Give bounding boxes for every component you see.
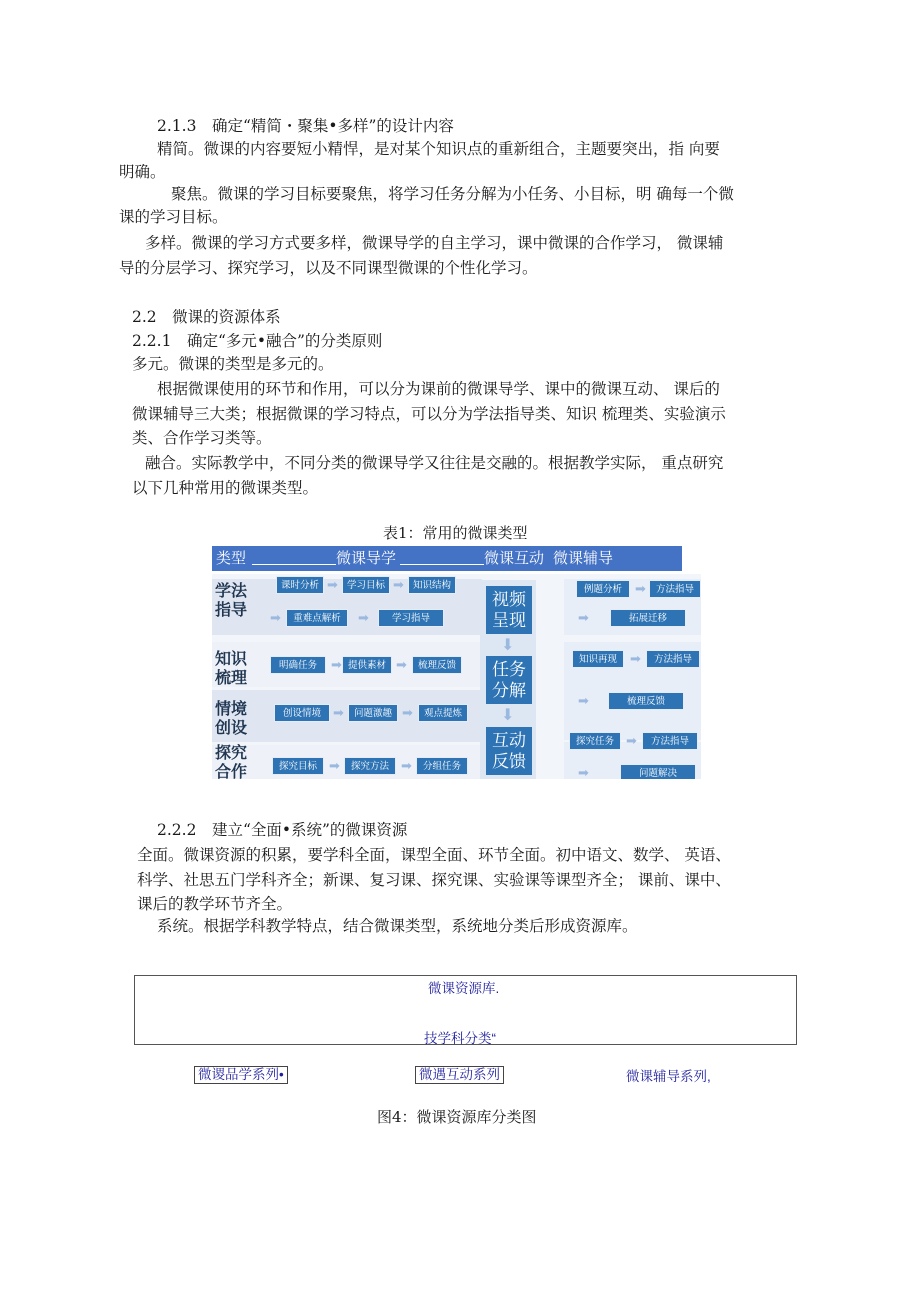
step-box: 创设情境	[274, 704, 330, 722]
by-subject-label: 技学科分类“	[424, 1031, 496, 1046]
arrow-right-icon: ➡	[270, 610, 281, 625]
arrow-down-icon: ⬇	[501, 707, 515, 724]
step-box: 例题分析	[576, 580, 630, 598]
paragraph-classify-line2: 微课辅导三大类；根据微课的学习特点，可以分为学法指导类、知识 梳理类、实验演示	[132, 405, 726, 423]
arrow-right-icon: ➡	[626, 733, 637, 748]
series-tutor-label: 微课辅导系列,	[626, 1069, 711, 1084]
header-interact: 微课互动	[484, 550, 545, 567]
step-box: 学习目标	[342, 576, 390, 594]
arrow-right-icon: ➡	[401, 758, 412, 773]
section-heading-2-2-1: 2.2.1 确定“多元•融合”的分类原则	[132, 332, 383, 350]
arrow-right-icon: ➡	[329, 758, 340, 773]
step-box: 拓展迁移	[610, 609, 686, 627]
paragraph-classify-line3: 类、合作学习类等。	[132, 429, 272, 447]
arrow-right-icon: ➡	[635, 581, 646, 596]
arrow-right-icon: ➡	[331, 657, 342, 672]
table-image	[212, 574, 701, 779]
arrow-right-icon: ➡	[358, 610, 369, 625]
paragraph-duoyang-line2: 导的分层学习、探究学习，以及不同课型微课的个性化学习。	[119, 259, 538, 277]
step-box: 探究目标	[272, 757, 324, 775]
row-category: 学法 指导	[215, 583, 248, 619]
section-heading-2-2-2: 2.2.2 建立“全面•系统”的微课资源	[157, 821, 408, 839]
step-box: 观点提炼	[418, 704, 468, 722]
paragraph-quanmian-line3: 课后的教学环节齐全。	[137, 895, 293, 913]
paragraph-quanmian-line2: 科学、社思五门学科齐全；新课、复习课、探究课、实验课等课型齐全； 课前、课中、	[137, 871, 731, 889]
arrow-right-icon: ➡	[396, 657, 407, 672]
arrow-right-icon: ➡	[327, 577, 338, 592]
header-tutor: 微课辅导	[553, 550, 614, 567]
step-box: 梳理反馈	[608, 692, 684, 710]
paragraph-ronghe-line1: 融合。实际教学中，不同分类的微课导学又往往是交融的。根据教学实际， 重点研究	[145, 454, 724, 472]
step-box: 学习指导	[378, 609, 444, 627]
row-category: 探究 合作	[215, 745, 248, 779]
section-heading-2-1-3: 2.1.3 确定“精简・聚集•多样”的设计内容	[157, 117, 454, 135]
arrow-right-icon: ➡	[578, 765, 589, 779]
paragraph-ronghe-line2: 以下几种常用的微课类型。	[132, 479, 319, 497]
step-box: 知识结构	[408, 576, 456, 594]
table-caption: 表1：常用的微课类型	[383, 524, 528, 542]
paragraph-classify-line1: 根据微课使用的环节和作用，可以分为课前的微课导学、课中的微课互动、 课后的	[157, 380, 720, 398]
arrow-right-icon: ➡	[578, 693, 589, 708]
row-category: 知识 梳理	[215, 651, 248, 687]
step-box: 探究任务	[569, 732, 621, 750]
paragraph-duoyuan: 多元。微课的类型是多元的。	[132, 355, 334, 373]
arrow-right-icon: ➡	[393, 577, 404, 592]
paragraph-jujiao-line2: 课的学习目标。	[119, 208, 228, 226]
step-box: 提供素材	[342, 656, 392, 674]
step-box: 问题激趣	[348, 704, 398, 722]
paragraph-xitong: 系统。根据学科教学特点，结合微课类型，系统地分类后形成资源库。	[157, 917, 638, 935]
step-box: 探究方法	[344, 757, 396, 775]
header-type: 类型	[216, 550, 247, 567]
paragraph-jujiao-line1: 聚焦。微课的学习目标要聚焦，将学习任务分解为小任务、小目标，明 确每一个微	[171, 185, 734, 203]
row-category: 情境 创设	[215, 701, 248, 737]
step-box: 课时分析	[276, 576, 324, 594]
arrow-right-icon: ➡	[402, 705, 413, 720]
stage-box: 视频 呈现	[486, 586, 532, 634]
series-guide-box: 微谡品学系列•	[194, 1066, 288, 1084]
step-box: 分组任务	[416, 757, 468, 775]
arrow-right-icon: ➡	[630, 651, 641, 666]
paragraph-quanmian-line1: 全面。微课资源的积累，要学科全面，课型全面、环节全面。初中语文、数学、 英语、	[137, 846, 731, 864]
header-underline	[400, 564, 484, 565]
series-interact-box: 微遇互动系列	[415, 1066, 504, 1084]
table-header-bar	[212, 546, 682, 571]
step-box: 明确任务	[270, 656, 326, 674]
stage-box: 任务 分解	[486, 656, 532, 704]
resource-library-box	[134, 975, 797, 1045]
header-guide: 微课导学	[336, 550, 397, 567]
section-heading-2-2: 2.2 微课的资源体系	[132, 308, 281, 326]
step-box: 知识再现	[572, 650, 624, 668]
arrow-right-icon: ➡	[578, 610, 589, 625]
step-box: 方法指导	[649, 580, 701, 598]
arrow-down-icon: ⬇	[501, 637, 515, 654]
step-box: 重难点解析	[286, 609, 348, 627]
paragraph-duoyang-line1: 多样。微课的学习方式要多样，微课导学的自主学习，课中微课的合作学习， 微课辅	[145, 234, 724, 252]
stage-box: 互动 反馈	[486, 727, 532, 775]
paragraph-jingjian-line2: 明确。	[119, 163, 166, 181]
header-underline	[252, 564, 336, 565]
library-root-label: 微课资源库.	[428, 981, 500, 996]
arrow-right-icon: ➡	[333, 705, 344, 720]
step-box: 梳理反馈	[412, 656, 462, 674]
figure-caption: 图4：微课资源库分类图	[377, 1108, 537, 1126]
step-box: 问题解决	[620, 764, 696, 779]
step-box: 方法指导	[646, 650, 700, 668]
paragraph-jingjian-line1: 精简。微课的内容要短小精悍，是对某个知识点的重新组合，主题要突出，指 向要	[157, 140, 720, 158]
step-box: 方法指导	[642, 732, 698, 750]
